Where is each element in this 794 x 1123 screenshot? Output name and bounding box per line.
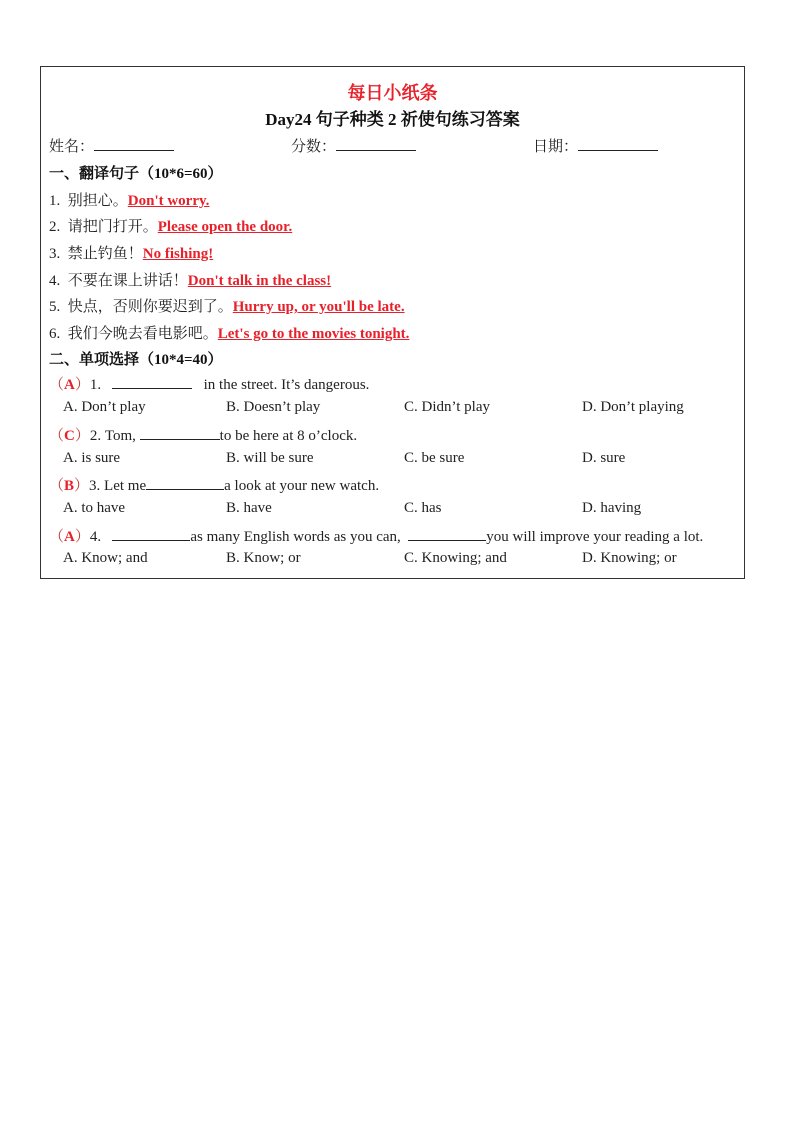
name-field[interactable] <box>49 135 174 156</box>
item-chinese: 别担心。 <box>67 193 128 209</box>
paren-close: ） <box>74 529 90 545</box>
translation-item <box>49 242 213 263</box>
question-answer: C <box>64 428 75 444</box>
question-num: 2. <box>89 428 102 444</box>
question-line <box>49 373 369 394</box>
item-answer: Let's go to the movies tonight. <box>217 326 410 342</box>
paren-open: （ <box>49 529 65 545</box>
question-post: you will improve your reading a lot. <box>486 529 704 545</box>
option-a: A. Know; and <box>63 550 148 566</box>
paren-open: （ <box>49 377 65 393</box>
question-line <box>49 474 379 495</box>
option-d: D. having <box>582 500 642 516</box>
item-answer: Don't talk in the class! <box>187 273 332 289</box>
option-a: A. to have <box>63 500 126 516</box>
option-b: B. have <box>226 500 272 516</box>
item-answer: No fishing! <box>142 246 214 262</box>
option-b: B. will be sure <box>226 450 314 466</box>
option-c: C. Knowing; and <box>404 550 507 566</box>
name-blank[interactable] <box>94 136 174 151</box>
question-pre: Let me <box>104 478 147 494</box>
option-c: C. be sure <box>404 450 465 466</box>
score-blank[interactable] <box>336 136 416 151</box>
page-title: 每日小纸条 <box>347 83 438 103</box>
item-num: 4. <box>49 273 61 289</box>
option-c: C. has <box>404 500 442 516</box>
question-num: 1. <box>89 377 102 393</box>
item-num: 3. <box>49 246 61 262</box>
question-text: a look at your new watch. <box>224 478 380 494</box>
item-answer: Hurry up, or you'll be late. <box>232 299 405 315</box>
item-chinese: 不要在课上讲话！ <box>67 273 188 289</box>
question-line <box>49 424 357 445</box>
option-d: D. sure <box>582 450 626 466</box>
item-num: 5. <box>49 299 61 315</box>
paren-open: （ <box>49 428 65 444</box>
item-chinese: 请把门打开。 <box>67 219 158 235</box>
answer-blank[interactable] <box>146 475 224 490</box>
score-field[interactable] <box>291 135 416 156</box>
item-num: 2. <box>49 219 61 235</box>
question-answer: A <box>64 377 75 393</box>
item-answer: Don't worry. <box>127 193 210 209</box>
option-c: C. Didn’t play <box>404 399 490 415</box>
item-answer: Please open the door. <box>157 219 293 235</box>
question-text: to be here at 8 o’clock. <box>219 428 358 444</box>
option-d: D. Knowing; or <box>582 550 677 566</box>
option-b: B. Doesn’t play <box>226 399 321 415</box>
option-b: B. Know; or <box>226 550 301 566</box>
worksheet-box <box>40 66 745 579</box>
translation-item <box>49 322 409 343</box>
translation-item <box>49 269 331 290</box>
paren-open: （ <box>49 478 65 494</box>
section2-heading: 二、单项选择（10*4=40） <box>49 352 223 368</box>
section1-heading: 一、翻译句子（10*6=60） <box>49 166 223 182</box>
date-field[interactable] <box>533 135 658 156</box>
item-num: 6. <box>49 326 61 342</box>
question-text: in the street. It’s dangerous. <box>203 377 370 393</box>
question-pre: Tom, <box>104 428 136 444</box>
question-answer: B <box>64 478 75 494</box>
answer-blank[interactable] <box>112 526 190 541</box>
translation-item <box>49 295 405 316</box>
question-text: as many English words as you can, <box>190 529 401 545</box>
question-num: 4. <box>89 529 102 545</box>
answer-blank[interactable] <box>112 374 192 389</box>
option-a: A. Don’t play <box>63 399 146 415</box>
translation-item <box>49 189 209 210</box>
answer-blank[interactable] <box>140 425 220 440</box>
item-num: 1. <box>49 193 61 209</box>
question-num: 3. <box>89 478 101 494</box>
item-chinese: 禁止钓鱼！ <box>67 246 143 262</box>
page-subtitle: Day24 句子种类 2 祈使句练习答案 <box>265 110 520 129</box>
name-label: 姓名： <box>49 139 95 155</box>
option-a: A. is sure <box>63 450 121 466</box>
translation-item <box>49 215 292 236</box>
item-chinese: 快点，否则你要迟到了。 <box>67 299 233 315</box>
date-blank[interactable] <box>578 136 658 151</box>
paren-close: ） <box>74 428 90 444</box>
score-label: 分数： <box>291 139 337 155</box>
date-label: 日期： <box>533 139 579 155</box>
answer-blank[interactable] <box>408 526 486 541</box>
item-chinese: 我们今晚去看电影吧。 <box>67 326 218 342</box>
paren-close: ） <box>74 377 90 393</box>
question-line <box>49 525 703 546</box>
question-answer: A <box>64 529 75 545</box>
option-d: D. Don’t playing <box>582 399 684 415</box>
paren-close: ） <box>74 478 90 494</box>
